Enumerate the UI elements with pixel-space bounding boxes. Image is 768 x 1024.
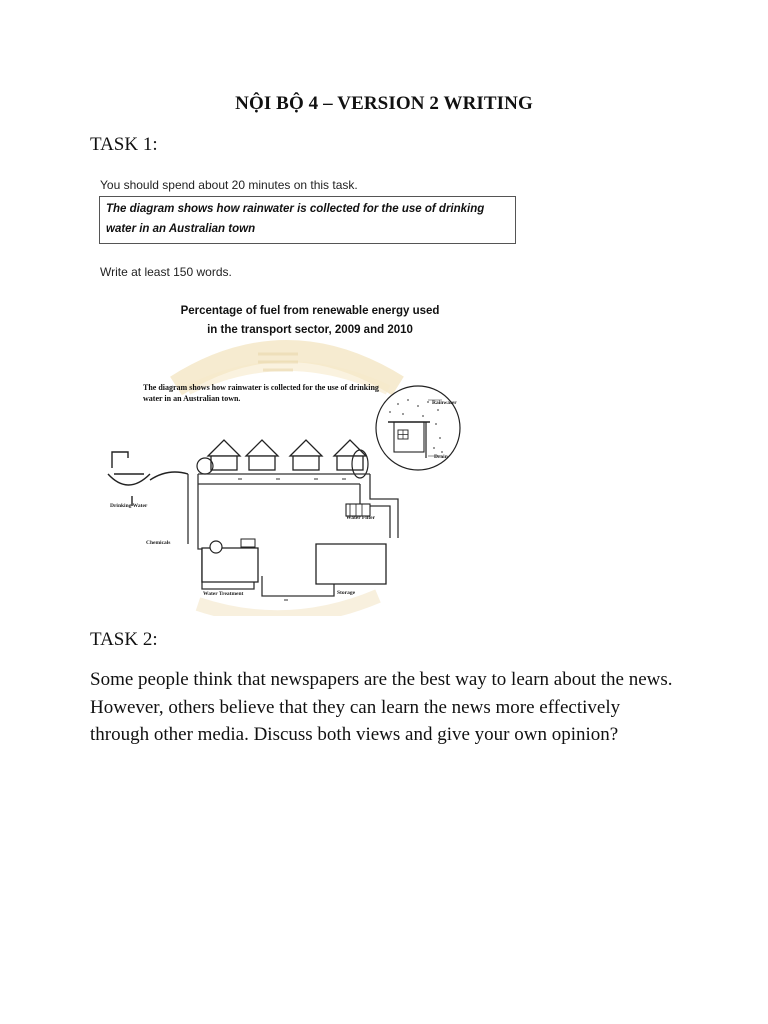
house-2-icon — [246, 440, 278, 470]
task1-heading: TASK 1: — [90, 134, 158, 155]
document-title: NỘI BỘ 4 – VERSION 2 WRITING — [235, 93, 533, 114]
label-storage: Storage — [337, 590, 356, 596]
tap-icon — [108, 452, 188, 506]
label-water-treatment: Water Treatment — [203, 591, 244, 597]
house-3-icon — [290, 440, 322, 470]
water-treatment-tank-icon — [202, 548, 258, 582]
storage-tank-icon — [316, 544, 386, 584]
rainwater-collection-diagram — [98, 334, 476, 616]
chart-title-line2: in the transport sector, 2009 and 2010 — [207, 324, 413, 336]
chemical-tank-icon — [241, 539, 255, 547]
watermark-arc-bottom — [198, 596, 378, 616]
word-count-instruction: Write at least 150 words. — [100, 265, 232, 279]
chemicals-valve-icon — [210, 541, 222, 553]
task2-question: Some people think that newspapers are the best way to learn about the news. However, others believe that they can learn the news more effectively through other media. Discuss both views and give your own opinion? — [90, 669, 673, 745]
task2-heading: TASK 2: — [90, 629, 158, 650]
label-water-filter: Water Filter — [346, 515, 376, 521]
houses — [208, 440, 366, 470]
chart-title-line1: Percentage of fuel from renewable energy used — [180, 305, 440, 317]
detail-house-icon — [394, 422, 424, 452]
label-drain: Drain — [434, 454, 448, 460]
label-drinking-water: Drinking Water — [110, 503, 148, 509]
label-chemicals: Chemicals — [146, 540, 171, 546]
task1-prompt-box: The diagram shows how rainwater is collected for the use of drinking water in an Australian town — [99, 196, 516, 244]
house-4-icon — [334, 440, 366, 470]
time-instruction: You should spend about 20 minutes on this task. — [100, 178, 358, 192]
diagram-caption: The diagram shows how rainwater is collected for the use of drinking water in an Australian town. — [143, 383, 379, 403]
label-rainwater: Rainwater — [432, 400, 457, 406]
